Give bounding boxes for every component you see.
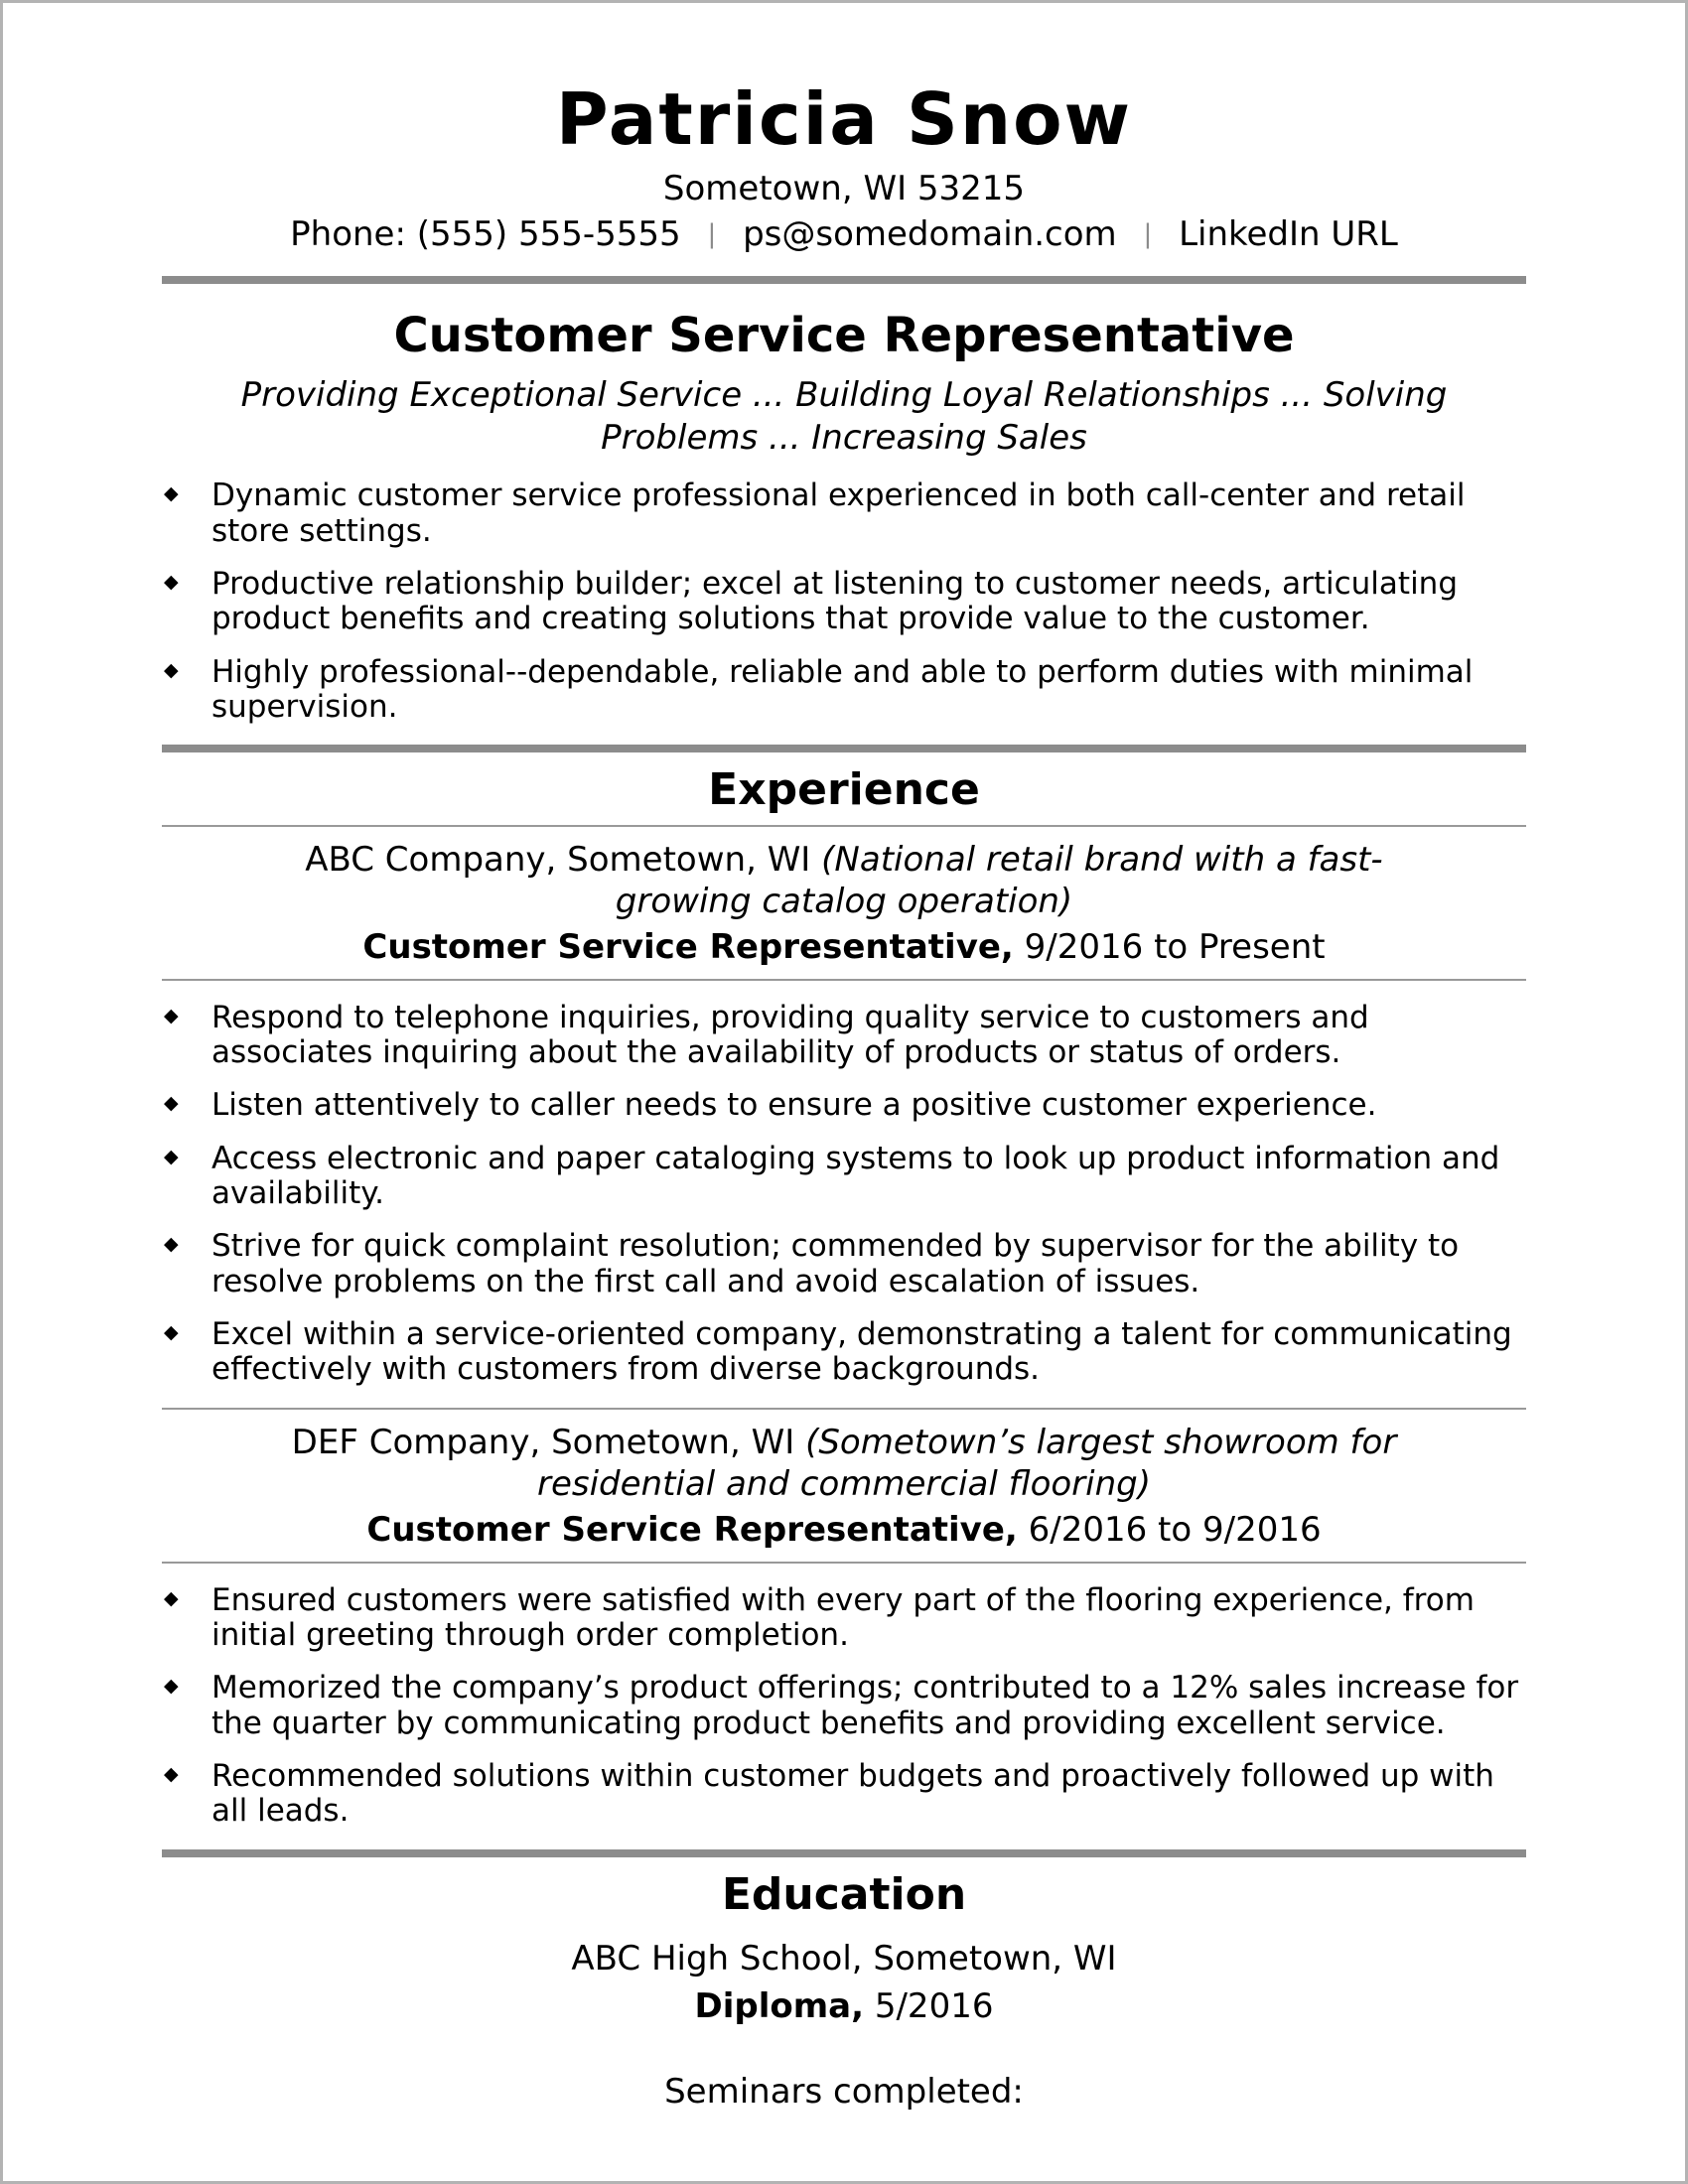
divider-thick bbox=[162, 276, 1526, 284]
linkedin-text: LinkedIn URL bbox=[1179, 214, 1398, 255]
company-note: (Sometown’s largest showroom for residential and commercial flooring) bbox=[537, 1422, 1397, 1505]
bullet-text: Productive relationship builder; excel at listening to customer needs, articulating product benefits and creating solutions that provide value to the customer. bbox=[211, 565, 1459, 637]
diamond-bullet-icon: ◆ bbox=[164, 1675, 179, 1698]
school-line: ABC High School, Sometown, WI bbox=[571, 1939, 1117, 1979]
email-text: ps@somedomain.com bbox=[743, 214, 1117, 255]
job-dates: 6/2016 to 9/2016 bbox=[1028, 1509, 1322, 1550]
summary-bullet-list bbox=[162, 478, 1526, 725]
tagline: Providing Exceptional Service ... Building Loyal Relationships ... Solving Problems ... Increasing Sales bbox=[240, 375, 1448, 458]
bullet-text: Excel within a service-oriented company, demonstrating a talent for communicating effectively with customers from diverse backgrounds. bbox=[211, 1315, 1512, 1388]
phone-text: Phone: (555) 555-5555 bbox=[290, 214, 681, 255]
job-dates: 9/2016 to Present bbox=[1024, 926, 1326, 967]
list-item bbox=[162, 1583, 1526, 1654]
bullet-text: Ensured customers were satisfied with every part of the flooring experience, from initial greeting through order completion. bbox=[211, 1581, 1475, 1654]
section-heading-education: Education bbox=[721, 1868, 967, 1920]
location-text: Sometown, WI 53215 bbox=[662, 169, 1026, 209]
contact-line bbox=[162, 214, 1526, 254]
degree-name: Diploma, bbox=[694, 1986, 865, 2027]
diamond-bullet-icon: ◆ bbox=[164, 1092, 179, 1115]
list-item bbox=[162, 1001, 1526, 1071]
company-line bbox=[238, 839, 1450, 923]
list-item bbox=[162, 655, 1526, 726]
degree-line bbox=[162, 1986, 1526, 2026]
job-title-line bbox=[162, 1510, 1526, 1550]
job-bullet-list bbox=[162, 1001, 1526, 1388]
divider-thick bbox=[162, 1849, 1526, 1857]
diamond-bullet-icon: ◆ bbox=[164, 1233, 179, 1256]
list-item bbox=[162, 1317, 1526, 1388]
divider-thin bbox=[162, 825, 1526, 827]
list-item bbox=[162, 1671, 1526, 1741]
list-item bbox=[162, 1142, 1526, 1212]
company-line bbox=[238, 1422, 1450, 1506]
divider-thin bbox=[162, 1562, 1526, 1564]
list-item bbox=[162, 478, 1526, 549]
divider-bar-icon: | bbox=[707, 219, 717, 250]
bullet-text: Dynamic customer service professional experienced in both call-center and retail store settings. bbox=[211, 478, 1466, 549]
job-title: Customer Service Representative, bbox=[366, 1509, 1018, 1550]
diamond-bullet-icon: ◆ bbox=[164, 1763, 179, 1786]
bullet-text: Access electronic and paper cataloging systems to look up product information and availability. bbox=[211, 1140, 1500, 1211]
bullet-text: Highly professional--dependable, reliable and able to perform duties with minimal supervision. bbox=[211, 653, 1474, 725]
bullet-text: Memorized the company’s product offerings; contributed to a 12% sales increase for the quarter by communicating product benefits and providing excellent service. bbox=[211, 1670, 1519, 1741]
divider-thin bbox=[162, 979, 1526, 981]
bullet-text: Listen attentively to caller needs to ensure a positive customer experience. bbox=[211, 1087, 1377, 1124]
diamond-bullet-icon: ◆ bbox=[164, 1004, 179, 1026]
company-name: DEF Company, Sometown, WI bbox=[291, 1422, 795, 1462]
company-note: (National retail brand with a fast-growing catalog operation) bbox=[615, 839, 1383, 922]
job-title-line bbox=[162, 927, 1526, 967]
list-item bbox=[162, 1759, 1526, 1830]
section-heading-experience: Experience bbox=[708, 764, 980, 816]
diamond-bullet-icon: ◆ bbox=[164, 658, 179, 681]
diamond-bullet-icon: ◆ bbox=[164, 570, 179, 593]
job-title: Customer Service Representative, bbox=[362, 926, 1014, 967]
diamond-bullet-icon: ◆ bbox=[164, 1320, 179, 1343]
bullet-text: Recommended solutions within customer budgets and proactively followed up with all leads. bbox=[211, 1758, 1494, 1830]
seminars-line: Seminars completed: bbox=[664, 2072, 1024, 2113]
diamond-bullet-icon: ◆ bbox=[164, 482, 179, 505]
list-item bbox=[162, 1088, 1526, 1123]
bullet-text: Respond to telephone inquiries, providing quality service to customers and associates inquiring about the availability of products or status of orders. bbox=[211, 999, 1369, 1070]
list-item bbox=[162, 1229, 1526, 1299]
divider-thick bbox=[162, 745, 1526, 752]
list-item bbox=[162, 567, 1526, 637]
divider-bar-icon: | bbox=[1143, 219, 1153, 250]
resume-content bbox=[3, 3, 1685, 2112]
diamond-bullet-icon: ◆ bbox=[164, 1586, 179, 1609]
role-title: Customer Service Representative bbox=[393, 308, 1295, 364]
person-name: Patricia Snow bbox=[555, 77, 1133, 161]
divider-thin bbox=[162, 1408, 1526, 1410]
bullet-text: Strive for quick complaint resolution; commended by supervisor for the ability to resolve problems on the first call and avoid escalation of issues. bbox=[211, 1228, 1460, 1299]
diamond-bullet-icon: ◆ bbox=[164, 1145, 179, 1167]
company-name: ABC Company, Sometown, WI bbox=[305, 839, 811, 880]
degree-date: 5/2016 bbox=[874, 1986, 994, 2027]
job-bullet-list bbox=[162, 1583, 1526, 1830]
